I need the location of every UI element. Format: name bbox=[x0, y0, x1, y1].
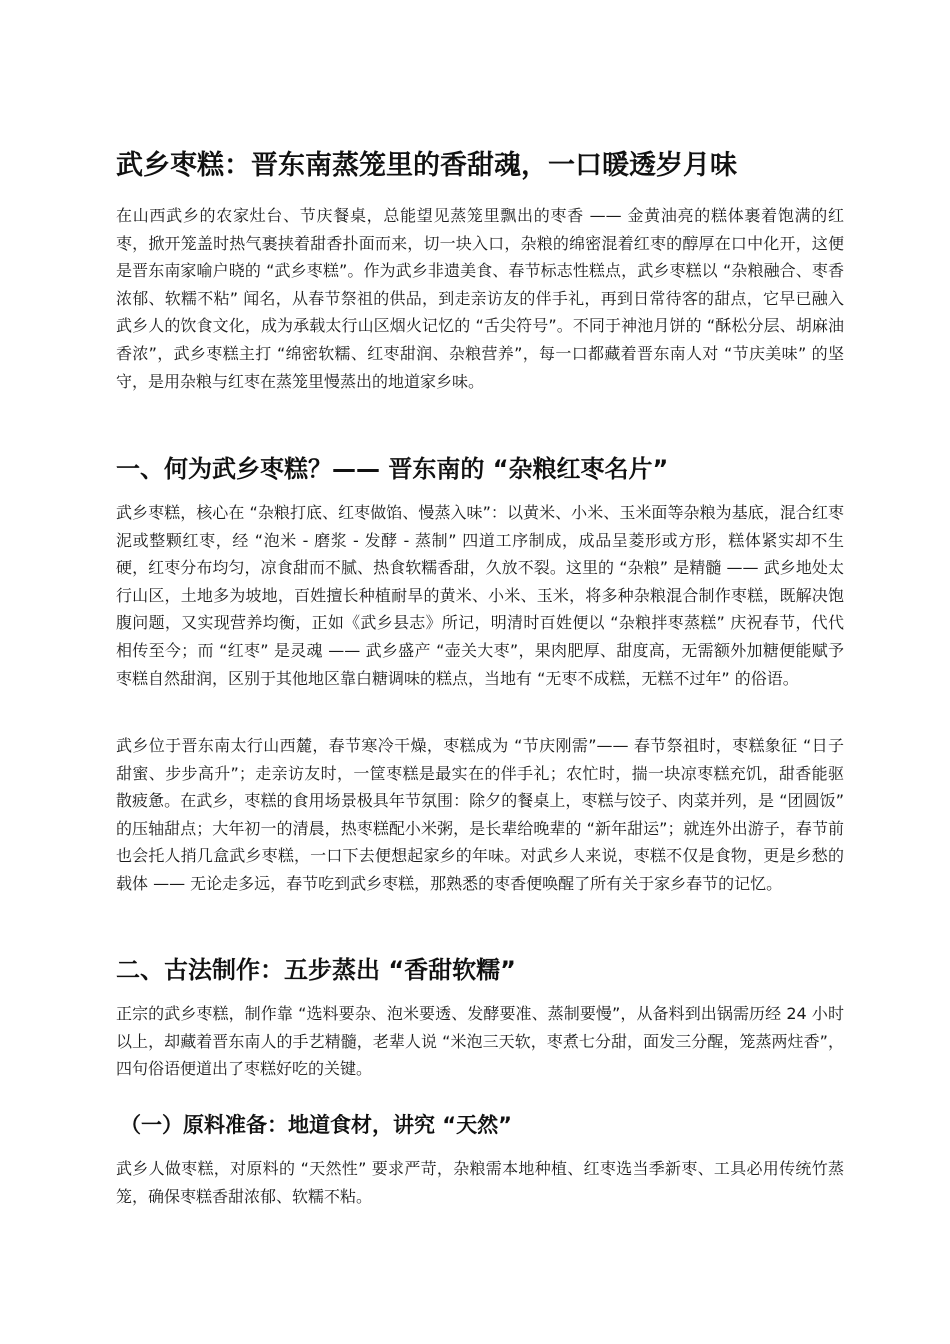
article-title: 武乡枣糕：晋东南蒸笼里的香甜魂，一口暖透岁月味 bbox=[116, 150, 737, 181]
subsection-1-paragraph: 武乡人做枣糕，对原料的 “天然性” 要求严苛，杂粮需本地种植、红枣选当季新枣、工具必用传统竹蒸笼，确保枣糕香甜浓郁、软糯不粘。 bbox=[116, 1159, 844, 1206]
subsection-1-heading: （一）原料准备：地道食材，讲究 “天然” bbox=[120, 1113, 512, 1137]
section-2-paragraph-1: 正宗的武乡枣糕，制作靠 “选料要杂、泡米要透、发酵要准、蒸制要慢”，从备料到出锅需历经 24 小时以上，却藏着晋东南人的手艺精髓，老辈人说 “米泡三天软，枣煮七分甜，面发三分醒，笼蒸两炷香”，四句俗语便道出了枣糕好吃的关键。 bbox=[116, 1004, 844, 1079]
section-1-paragraph-1: 武乡枣糕，核心在 “杂粮打底、红枣做馅、慢蒸入味”：以黄米、小米、玉米面等杂粮为基底，混合红枣泥或整颗红枣，经 “泡米 - 磨浆 - 发酵 - 蒸制” 四道工序制成，成品呈菱形或方形，糕体紧实却不生硬，红枣分布均匀，凉食甜而不腻、热食软糯香甜，久放不裂。这里的 “杂粮” 是精髓 —— 武乡地处太行山区，土地多为坡地，百姓擅长种植耐旱的黄米、小米、玉米，将多种杂粮混合制作枣糕，既解决饱腹问题，又实现营养均衡，正如《武乡县志》所记，明清时百姓便以 “杂粮拌枣蒸糕” 庆祝春节，代代相传至今；而 “红枣” 是灵魂 —— 武乡盛产 “壶关大枣”，果肉肥厚、甜度高，无需额外加糖便能赋予枣糕自然甜润，区别于其他地区靠白糖调味的糕点，当地有 “无枣不成糕，无糕不过年” 的俗语。 bbox=[116, 503, 844, 688]
section-2-heading: 二、古法制作：五步蒸出 “香甜软糯” bbox=[116, 956, 516, 984]
section-1-heading: 一、何为武乡枣糕？—— 晋东南的 “杂粮红枣名片” bbox=[116, 455, 669, 483]
section-1-paragraph-2: 武乡位于晋东南太行山西麓，春节寒冷干燥，枣糕成为 “节庆刚需”—— 春节祭祖时，枣糕象征 “日子甜蜜、步步高升”；走亲访友时，一筐枣糕是最实在的伴手礼；农忙时，揣一块凉枣糕充饥，甜香能驱散疲惫。在武乡，枣糕的食用场景极具年节氛围：除夕的餐桌上，枣糕与饺子、肉菜并列，是 “团圆饭” 的压轴甜点；大年初一的清晨，热枣糕配小米粥，是长辈给晚辈的 “新年甜运”；就连外出游子，春节前也会托人捎几盒武乡枣糕，一口下去便想起家乡的年味。对武乡人来说，枣糕不仅是食物，更是乡愁的载体 —— 无论走多远，春节吃到武乡枣糕，那熟悉的枣香便唤醒了所有关于家乡春节的记忆。 bbox=[116, 736, 844, 893]
intro-paragraph: 在山西武乡的农家灶台、节庆餐桌，总能望见蒸笼里飘出的枣香 —— 金黄油亮的糕体裹着饱满的红枣，掀开笼盖时热气裹挟着甜香扑面而来，切一块入口，杂粮的绵密混着红枣的醇厚在口中化开，这便是晋东南家喻户晓的 “武乡枣糕”。作为武乡非遗美食、春节标志性糕点，武乡枣糕以 “杂粮融合、枣香浓郁、软糯不粘” 闻名，从春节祭祖的供品，到走亲访友的伴手礼，再到日常待客的甜点，它早已融入武乡人的饮食文化，成为承载太行山区烟火记忆的 “舌尖符号”。不同于神池月饼的 “酥松分层、胡麻油香浓”，武乡枣糕主打 “绵密软糯、红枣甜润、杂粮营养”，每一口都藏着晋东南人对 “节庆美味” 的坚守，是用杂粮与红枣在蒸笼里慢蒸出的地道家乡味。 bbox=[116, 206, 844, 391]
